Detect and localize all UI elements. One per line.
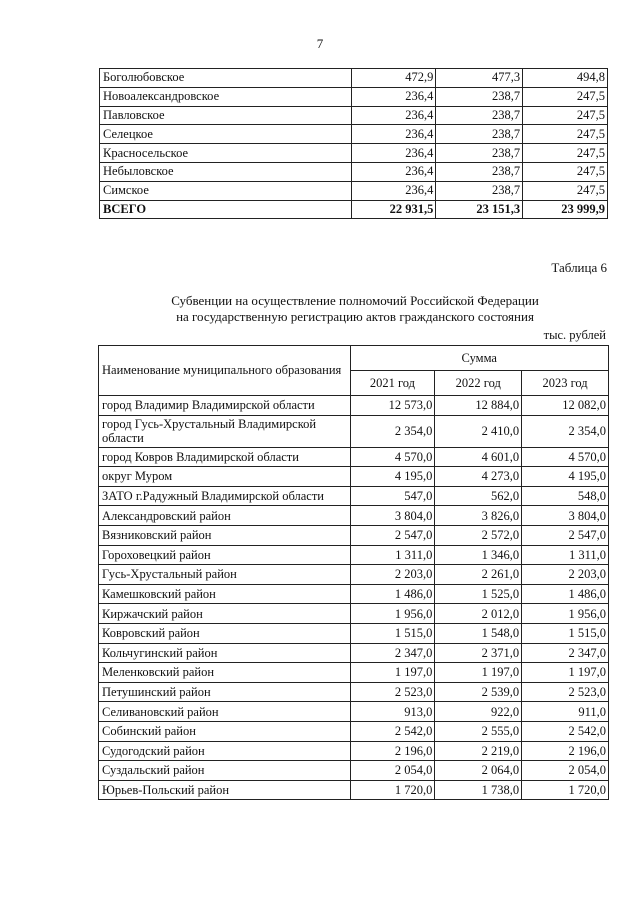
value-2022-cell: 477,3 <box>436 69 523 88</box>
municipality-cell: Симское <box>100 181 352 200</box>
municipality-cell: Гороховецкий район <box>99 545 351 565</box>
value-2021-cell: 2 196,0 <box>350 741 435 761</box>
value-2021-cell: 236,4 <box>351 106 436 125</box>
value-2023-cell: 4 195,0 <box>522 467 609 487</box>
table-caption-line-2: на государственную регистрацию актов гражданского состояния <box>176 309 534 324</box>
value-2023-cell: 2 054,0 <box>522 761 609 781</box>
table-row <box>99 682 609 702</box>
value-2021-cell: 547,0 <box>350 486 435 506</box>
subvention-table <box>98 345 609 800</box>
value-2022-cell: 238,7 <box>436 87 523 106</box>
municipality-cell: Селивановский район <box>99 702 351 722</box>
subvention-table-header <box>99 346 609 396</box>
value-2021-cell: 236,4 <box>351 87 436 106</box>
municipality-cell: город Ковров Владимирской области <box>99 447 351 467</box>
municipality-cell: Юрьев-Польский район <box>99 780 351 800</box>
value-2022-cell: 562,0 <box>435 486 522 506</box>
value-2021-cell: 236,4 <box>351 162 436 181</box>
table-row <box>99 780 609 800</box>
value-2021-cell: 2 523,0 <box>350 682 435 702</box>
municipality-cell: город Гусь-Хрустальный Владимирской области <box>99 415 351 447</box>
value-2022-cell: 2 064,0 <box>435 761 522 781</box>
value-2023-cell: 911,0 <box>522 702 609 722</box>
value-2022-cell: 2 539,0 <box>435 682 522 702</box>
continued-table <box>99 68 608 219</box>
table-row <box>99 545 609 565</box>
municipality-cell: округ Муром <box>99 467 351 487</box>
value-2022-cell: 1 525,0 <box>435 584 522 604</box>
value-2022-cell: 238,7 <box>436 162 523 181</box>
table-row <box>99 447 609 467</box>
municipality-cell: Боголюбовское <box>100 69 352 88</box>
value-2021-cell: 2 542,0 <box>350 721 435 741</box>
total-2021-cell: 22 931,5 <box>351 200 436 219</box>
header-sum: Сумма <box>350 346 609 371</box>
table-row <box>99 761 609 781</box>
table-row <box>99 741 609 761</box>
value-2023-cell: 1 311,0 <box>522 545 609 565</box>
value-2021-cell: 236,4 <box>351 144 436 163</box>
municipality-cell: ЗАТО г.Радужный Владимирской области <box>99 486 351 506</box>
value-2021-cell: 913,0 <box>350 702 435 722</box>
value-2021-cell: 2 203,0 <box>350 565 435 585</box>
value-2022-cell: 2 012,0 <box>435 604 522 624</box>
page-number: 7 <box>316 36 324 51</box>
header-year-2021: 2021 год <box>350 371 435 396</box>
municipality-cell: Новоалександровское <box>100 87 352 106</box>
value-2022-cell: 238,7 <box>436 144 523 163</box>
value-2022-cell: 2 555,0 <box>435 721 522 741</box>
municipality-cell: Павловское <box>100 106 352 125</box>
table-row <box>99 702 609 722</box>
value-2023-cell: 1 486,0 <box>522 584 609 604</box>
value-2022-cell: 4 601,0 <box>435 447 522 467</box>
municipality-cell: Кольчугинский район <box>99 643 351 663</box>
total-2023-cell: 23 999,9 <box>523 200 608 219</box>
municipality-cell: Ковровский район <box>99 623 351 643</box>
value-2022-cell: 1 197,0 <box>435 663 522 683</box>
value-2023-cell: 2 542,0 <box>522 721 609 741</box>
table-row <box>99 623 609 643</box>
value-2021-cell: 1 197,0 <box>350 663 435 683</box>
value-2023-cell: 2 203,0 <box>522 565 609 585</box>
municipality-cell: Вязниковский район <box>99 525 351 545</box>
value-2021-cell: 1 956,0 <box>350 604 435 624</box>
table-row <box>100 87 608 106</box>
value-2023-cell: 247,5 <box>523 162 608 181</box>
value-2021-cell: 1 486,0 <box>350 584 435 604</box>
municipality-cell: Киржачский район <box>99 604 351 624</box>
value-2022-cell: 1 548,0 <box>435 623 522 643</box>
value-2023-cell: 2 347,0 <box>522 643 609 663</box>
municipality-cell: Красносельское <box>100 144 352 163</box>
header-year-2023: 2023 год <box>522 371 609 396</box>
municipality-cell: Александровский район <box>99 506 351 526</box>
value-2023-cell: 12 082,0 <box>522 396 609 416</box>
municipality-cell: Селецкое <box>100 125 352 144</box>
value-2021-cell: 236,4 <box>351 125 436 144</box>
value-2022-cell: 2 371,0 <box>435 643 522 663</box>
table-row <box>100 69 608 88</box>
value-2022-cell: 238,7 <box>436 125 523 144</box>
municipality-cell: Собинский район <box>99 721 351 741</box>
value-2023-cell: 4 570,0 <box>522 447 609 467</box>
value-2023-cell: 247,5 <box>523 87 608 106</box>
header-year-2022: 2022 год <box>435 371 522 396</box>
value-2023-cell: 3 804,0 <box>522 506 609 526</box>
municipality-cell: Камешковский район <box>99 584 351 604</box>
units-label: тыс. рублей <box>543 328 606 342</box>
value-2023-cell: 1 720,0 <box>522 780 609 800</box>
table-row <box>100 125 608 144</box>
value-2021-cell: 236,4 <box>351 181 436 200</box>
municipality-cell: Петушинский район <box>99 682 351 702</box>
value-2021-cell: 1 515,0 <box>350 623 435 643</box>
value-2023-cell: 2 547,0 <box>522 525 609 545</box>
value-2022-cell: 1 738,0 <box>435 780 522 800</box>
value-2023-cell: 2 523,0 <box>522 682 609 702</box>
value-2022-cell: 922,0 <box>435 702 522 722</box>
municipality-cell: город Владимир Владимирской области <box>99 396 351 416</box>
total-label-cell: ВСЕГО <box>100 200 352 219</box>
subvention-table-body <box>99 396 609 800</box>
value-2022-cell: 2 572,0 <box>435 525 522 545</box>
municipality-cell: Меленковский район <box>99 663 351 683</box>
value-2023-cell: 548,0 <box>522 486 609 506</box>
value-2023-cell: 247,5 <box>523 181 608 200</box>
continued-table-body <box>100 69 608 219</box>
value-2022-cell: 4 273,0 <box>435 467 522 487</box>
value-2023-cell: 247,5 <box>523 106 608 125</box>
table-row <box>99 506 609 526</box>
table-caption-line-1: Субвенции на осуществление полномочий Российской Федерации <box>171 293 539 308</box>
value-2022-cell: 3 826,0 <box>435 506 522 526</box>
value-2021-cell: 12 573,0 <box>350 396 435 416</box>
value-2022-cell: 2 219,0 <box>435 741 522 761</box>
municipality-cell: Небыловское <box>100 162 352 181</box>
value-2023-cell: 247,5 <box>523 144 608 163</box>
table-label: Таблица 6 <box>551 260 607 275</box>
municipality-cell: Гусь-Хрустальный район <box>99 565 351 585</box>
table-row <box>100 106 608 125</box>
value-2022-cell: 1 346,0 <box>435 545 522 565</box>
table-row <box>100 181 608 200</box>
value-2021-cell: 2 347,0 <box>350 643 435 663</box>
value-2021-cell: 4 195,0 <box>350 467 435 487</box>
table-row <box>99 565 609 585</box>
total-row <box>100 200 608 219</box>
table-row <box>99 415 609 447</box>
municipality-cell: Суздальский район <box>99 761 351 781</box>
value-2021-cell: 4 570,0 <box>350 447 435 467</box>
table-row <box>99 721 609 741</box>
total-2022-cell: 23 151,3 <box>436 200 523 219</box>
value-2022-cell: 238,7 <box>436 181 523 200</box>
header-municipality: Наименование муниципального образования <box>99 346 351 396</box>
table-row <box>99 396 609 416</box>
table-row <box>100 162 608 181</box>
value-2022-cell: 2 261,0 <box>435 565 522 585</box>
table-row <box>99 663 609 683</box>
value-2021-cell: 2 354,0 <box>350 415 435 447</box>
table-row <box>99 525 609 545</box>
value-2023-cell: 247,5 <box>523 125 608 144</box>
value-2023-cell: 1 515,0 <box>522 623 609 643</box>
table-row <box>99 643 609 663</box>
table-row <box>99 604 609 624</box>
value-2023-cell: 494,8 <box>523 69 608 88</box>
value-2022-cell: 2 410,0 <box>435 415 522 447</box>
value-2023-cell: 2 196,0 <box>522 741 609 761</box>
value-2022-cell: 12 884,0 <box>435 396 522 416</box>
value-2022-cell: 238,7 <box>436 106 523 125</box>
value-2021-cell: 1 720,0 <box>350 780 435 800</box>
municipality-cell: Судогодский район <box>99 741 351 761</box>
value-2021-cell: 3 804,0 <box>350 506 435 526</box>
value-2021-cell: 1 311,0 <box>350 545 435 565</box>
value-2021-cell: 2 547,0 <box>350 525 435 545</box>
table-row <box>100 144 608 163</box>
value-2023-cell: 1 197,0 <box>522 663 609 683</box>
value-2023-cell: 1 956,0 <box>522 604 609 624</box>
value-2021-cell: 2 054,0 <box>350 761 435 781</box>
table-row <box>99 584 609 604</box>
value-2023-cell: 2 354,0 <box>522 415 609 447</box>
table-row <box>99 486 609 506</box>
table-row <box>99 467 609 487</box>
value-2021-cell: 472,9 <box>351 69 436 88</box>
